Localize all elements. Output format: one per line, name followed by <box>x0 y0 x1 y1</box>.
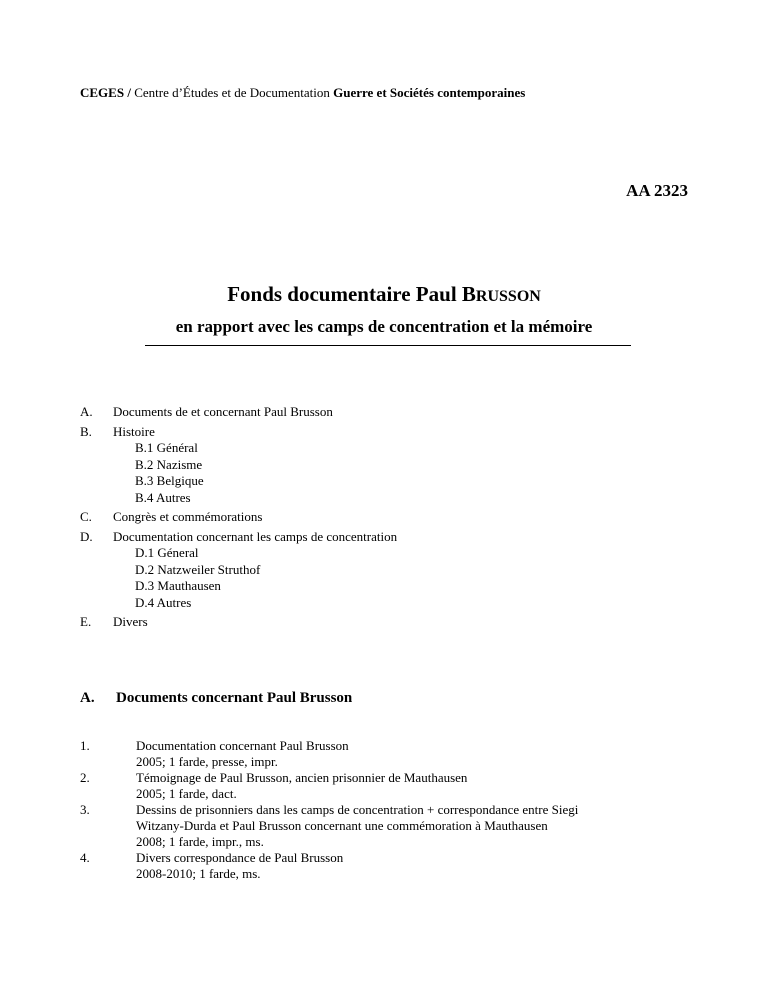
document-subtitle: en rapport avec les camps de concentration et la mémoire <box>175 317 593 336</box>
section-a-heading <box>80 690 352 707</box>
item-details: 2005; 1 farde, presse, impr. <box>136 754 278 769</box>
section-letter: A. <box>80 690 95 706</box>
toc-item-b <box>80 424 397 441</box>
toc-letter: D. <box>80 528 93 544</box>
toc-subitem-d4: D.4 Autres <box>135 594 192 610</box>
toc-group-a <box>80 404 397 421</box>
toc-group-b <box>80 424 397 507</box>
header-separator: / <box>124 85 135 100</box>
toc-subitem-d2: D.2 Natzweiler Struthof <box>135 561 261 577</box>
list-item <box>80 850 578 882</box>
table-of-contents <box>80 404 397 634</box>
toc-label: Documents de et concernant Paul Brusson <box>113 404 333 419</box>
toc-group-c <box>80 509 397 526</box>
list-item <box>80 738 578 770</box>
toc-subitem-b4: B.4 Autres <box>135 489 191 505</box>
toc-label: Histoire <box>113 423 155 439</box>
item-details: 2005; 1 farde, dact. <box>136 786 237 801</box>
section-title: Documents concernant Paul Brusson <box>116 690 353 706</box>
toc-item-a <box>80 404 397 421</box>
title-main: Fonds documentaire Paul B <box>227 282 476 306</box>
toc-letter: A. <box>80 404 93 419</box>
toc-letter: B. <box>80 423 92 439</box>
item-description: Témoignage de Paul Brusson, ancien prisonnier de Mauthausen <box>136 770 468 785</box>
item-description: Dessins de prisonniers dans les camps de concentration + correspondance entre Siegi <box>136 802 579 817</box>
org-name-bold: Guerre et Sociétés contemporaines <box>333 85 526 100</box>
archive-reference: AA 2323 <box>626 181 688 200</box>
toc-item-d <box>80 529 397 546</box>
org-name-regular: Centre d’Études et de Documentation <box>134 85 334 100</box>
item-details: 2008; 1 farde, impr., ms. <box>136 834 264 849</box>
toc-subitem-b2: B.2 Nazisme <box>135 456 203 472</box>
list-item <box>80 770 578 802</box>
toc-label: Documentation concernant les camps de concentration <box>113 528 398 544</box>
item-number: 3. <box>80 802 90 817</box>
toc-subitem-b1: B.1 Général <box>135 440 198 455</box>
toc-group-e <box>80 614 397 631</box>
toc-item-c <box>80 509 397 526</box>
toc-subitem-d3: D.3 Mauthausen <box>135 578 221 593</box>
toc-subitem-b3: B.3 Belgique <box>135 473 204 488</box>
toc-label: Divers <box>113 614 148 629</box>
item-number: 2. <box>80 770 90 785</box>
org-abbreviation: CEGES <box>80 85 125 100</box>
title-rule <box>145 345 631 346</box>
toc-letter: E. <box>80 614 92 629</box>
title-smallcaps: RUSSON <box>475 288 541 305</box>
toc-letter: C. <box>80 509 92 524</box>
toc-group-d <box>80 529 397 612</box>
document-title <box>0 282 768 307</box>
list-item <box>80 802 578 850</box>
item-description: Documentation concernant Paul Brusson <box>136 738 349 753</box>
toc-subitem-d1: D.1 Géneral <box>135 545 199 560</box>
item-number: 4. <box>80 850 90 865</box>
toc-label: Congrès et commémorations <box>113 509 263 524</box>
item-description: Divers correspondance de Paul Brusson <box>136 850 344 865</box>
toc-item-e <box>80 614 397 631</box>
item-number: 1. <box>80 738 90 753</box>
item-details: 2008-2010; 1 farde, ms. <box>136 866 261 881</box>
item-description-cont: Witzany-Durda et Paul Brusson concernant une commémoration à Mauthausen <box>136 818 548 833</box>
section-a-items <box>80 738 578 882</box>
institution-header <box>80 85 525 101</box>
